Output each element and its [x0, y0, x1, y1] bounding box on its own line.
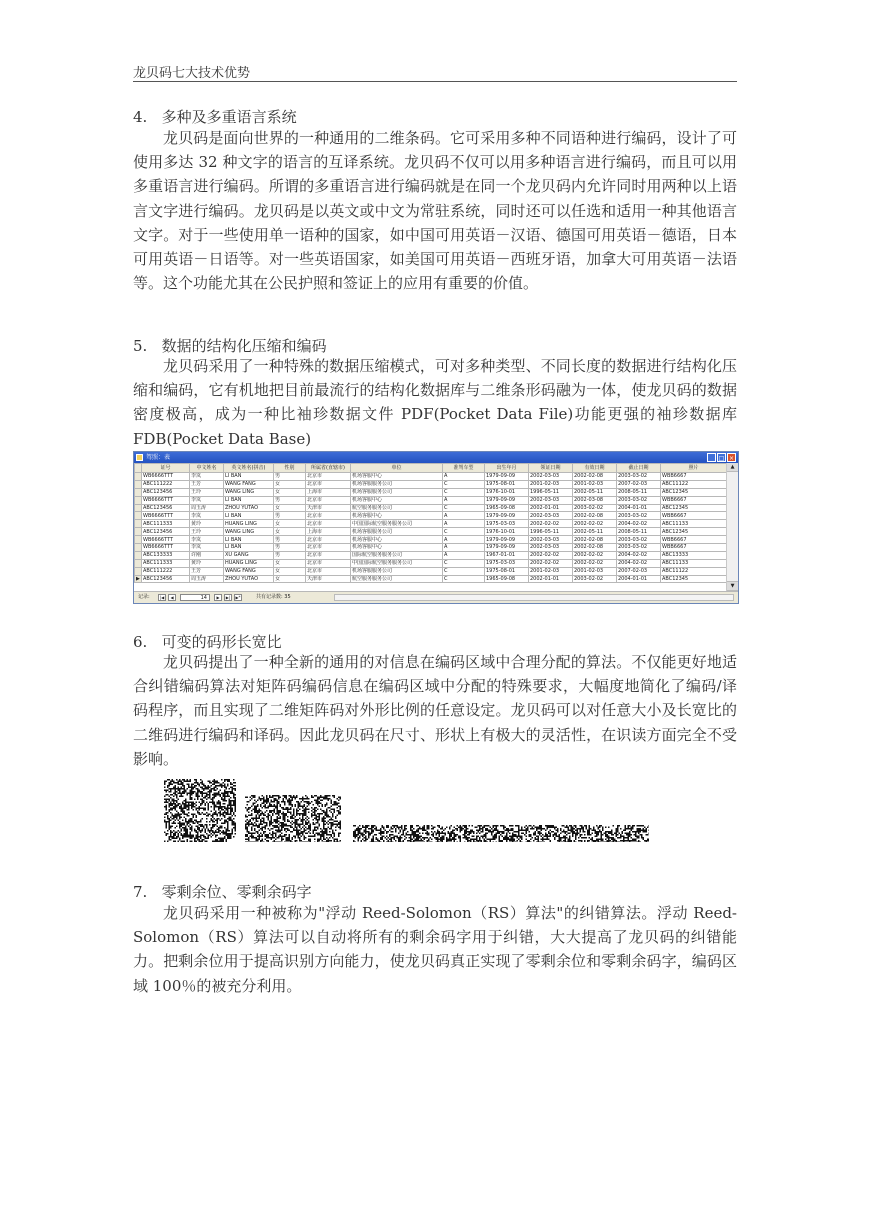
table-cell[interactable]: ABC11133: [661, 520, 727, 528]
table-cell[interactable]: ABC111222: [142, 567, 190, 575]
table-cell[interactable]: 2002-02-02: [573, 551, 617, 559]
vertical-scrollbar[interactable]: [726, 463, 738, 591]
table-cell[interactable]: 王芳: [190, 480, 224, 488]
table-cell[interactable]: WB6666TTT: [142, 512, 190, 520]
table-cell[interactable]: 1976-10-01: [485, 528, 529, 536]
table-cell[interactable]: 李岚: [190, 536, 224, 544]
table-cell[interactable]: ABC123456: [142, 488, 190, 496]
table-cell[interactable]: 女: [274, 559, 306, 567]
table-cell[interactable]: ABC12345: [661, 488, 727, 496]
section-6-body: 龙贝码提出了一种全新的通用的对信息在编码区域中合理分配的算法。不仅能更好地适合纠错编码算法对矩阵码编码信息在编码区域中分配的特殊要求，大幅度地简化了编码/译码程序，而且实现了二维矩阵码对外形比例的任意设定。龙贝码可以对任意大小及长宽比的二维码进行编码和译码。因此龙贝码在尺寸、形状上有极大的灵活性，在识读方面完全不受影响。: [133, 653, 737, 768]
table-cell[interactable]: 2002-02-08: [573, 473, 617, 481]
table-cell[interactable]: C: [443, 575, 485, 583]
column-header[interactable]: 英文姓名(拼音): [224, 464, 274, 473]
code-modules: [164, 779, 236, 842]
horizontal-scrollbar[interactable]: [334, 594, 734, 601]
table-row[interactable]: [135, 480, 727, 488]
scroll-up-icon[interactable]: ▲: [727, 463, 738, 472]
table-cell[interactable]: ZHOU YUTAO: [224, 504, 274, 512]
lotus-code-wide-sample: [245, 795, 341, 842]
page-header: 龙贝码七大技术优势: [133, 66, 251, 81]
table-cell[interactable]: 2002-03-03: [529, 473, 573, 481]
table-cell[interactable]: WB6666TTT: [142, 536, 190, 544]
table-cell[interactable]: A: [443, 473, 485, 481]
table-cell[interactable]: C: [443, 504, 485, 512]
table-cell[interactable]: 2002-03-03: [529, 496, 573, 504]
table-cell[interactable]: 天津市: [306, 575, 351, 583]
table-cell[interactable]: ABC12345: [661, 528, 727, 536]
table-cell[interactable]: 2002-02-02: [529, 559, 573, 567]
table-cell[interactable]: LI BAN: [224, 496, 274, 504]
table-cell[interactable]: HUANG LING: [224, 559, 274, 567]
table-cell[interactable]: 2002-01-01: [529, 504, 573, 512]
table-cell[interactable]: ABC123456: [142, 528, 190, 536]
table-cell[interactable]: 机场客服中心: [351, 512, 443, 520]
table-cell[interactable]: LI BAN: [224, 544, 274, 552]
row-selector[interactable]: [135, 544, 142, 552]
row-selector[interactable]: [135, 567, 142, 575]
table-cell[interactable]: 2001-02-03: [573, 567, 617, 575]
table-cell[interactable]: 机场客服服务公司: [351, 528, 443, 536]
table-cell[interactable]: 女: [274, 528, 306, 536]
table-cell[interactable]: 北京市: [306, 559, 351, 567]
table-cell[interactable]: 航空服务服务公司: [351, 504, 443, 512]
table-cell[interactable]: 2008-05-11: [617, 528, 661, 536]
table-cell[interactable]: A: [443, 536, 485, 544]
table-cell[interactable]: 王芳: [190, 567, 224, 575]
table-cell[interactable]: 1975-08-01: [485, 480, 529, 488]
table-cell[interactable]: 北京市: [306, 480, 351, 488]
table-cell[interactable]: C: [443, 567, 485, 575]
table-row[interactable]: [135, 496, 727, 504]
row-selector[interactable]: [135, 536, 142, 544]
table-cell[interactable]: 北京市: [306, 520, 351, 528]
table-cell[interactable]: WANG FANG: [224, 567, 274, 575]
column-header[interactable]: 有效日期: [573, 464, 617, 473]
table-cell[interactable]: 北京市: [306, 473, 351, 481]
table-cell[interactable]: WB6666TTT: [142, 544, 190, 552]
table-cell[interactable]: 男: [274, 496, 306, 504]
record-navigator: [134, 591, 738, 603]
table-cell[interactable]: 2004-02-02: [617, 559, 661, 567]
section-4-title: 4. 多种及多重语言系统: [133, 108, 297, 126]
table-cell[interactable]: 1979-09-09: [485, 544, 529, 552]
table-cell[interactable]: 女: [274, 567, 306, 575]
table-cell[interactable]: C: [443, 480, 485, 488]
table-cell[interactable]: 上海市: [306, 488, 351, 496]
table-cell[interactable]: 机场客服中心: [351, 496, 443, 504]
table-cell[interactable]: ABC12345: [661, 504, 727, 512]
table-cell[interactable]: 黄玲: [190, 520, 224, 528]
table-cell[interactable]: ABC11122: [661, 567, 727, 575]
table-cell[interactable]: 1975-03-03: [485, 520, 529, 528]
table-cell[interactable]: 2003-02-02: [573, 575, 617, 583]
table-cell[interactable]: C: [443, 528, 485, 536]
row-selector[interactable]: [135, 504, 142, 512]
database-table-window: [133, 451, 739, 604]
table-row[interactable]: [135, 551, 727, 559]
table-cell[interactable]: 2002-02-02: [573, 520, 617, 528]
column-header[interactable]: 领证日期: [529, 464, 573, 473]
table-cell[interactable]: WBB6667: [661, 512, 727, 520]
section-5-title: 5. 数据的结构化压缩和编码: [133, 337, 327, 355]
table-cell[interactable]: 李岚: [190, 473, 224, 481]
table-cell[interactable]: 北京市: [306, 512, 351, 520]
table-cell[interactable]: 北京市: [306, 567, 351, 575]
table-cell[interactable]: LI BAN: [224, 473, 274, 481]
table-cell[interactable]: 女: [274, 488, 306, 496]
table-cell[interactable]: 2002-05-11: [573, 488, 617, 496]
table-cell[interactable]: 1979-09-09: [485, 473, 529, 481]
table-cell[interactable]: 2002-02-08: [573, 512, 617, 520]
table-cell[interactable]: 黄玲: [190, 559, 224, 567]
column-header[interactable]: 截止日期: [617, 464, 661, 473]
table-cell[interactable]: 王玲: [190, 528, 224, 536]
table-cell[interactable]: ABC11133: [661, 559, 727, 567]
table-cell[interactable]: 李岚: [190, 512, 224, 520]
close-icon[interactable]: ×: [728, 455, 735, 462]
table-cell[interactable]: 女: [274, 575, 306, 583]
table-cell[interactable]: 李岚: [190, 544, 224, 552]
column-header[interactable]: 证号: [142, 464, 190, 473]
section-6-title: 6. 可变的码形长宽比: [133, 633, 282, 651]
record-total: 共有记录数: 35: [256, 594, 291, 600]
table-cell[interactable]: 2002-03-03: [529, 544, 573, 552]
table-cell[interactable]: 1979-09-09: [485, 536, 529, 544]
table-cell[interactable]: WB6666TTT: [142, 496, 190, 504]
table-cell[interactable]: 女: [274, 520, 306, 528]
last-record-icon[interactable]: ▶|: [225, 595, 231, 600]
section-5-body: 龙贝码采用了一种特殊的数据压缩模式，可对多种类型、不同长度的数据进行结构化压缩和编码，它有机地把目前最流行的结构化数据库与二维条形码融为一体，使龙贝码的数据密度极高，成为一种比袖珍数据文件 PDF(Pocket Data File)功能更强的袖珍数据库 FDB(Pocket Data Base): [133, 357, 737, 448]
table-cell[interactable]: 1975-03-03: [485, 559, 529, 567]
table-row[interactable]: [135, 536, 727, 544]
window-title: 驾照：表: [146, 454, 171, 461]
prev-record-icon[interactable]: ◀: [168, 594, 176, 601]
table-cell[interactable]: 机场客服服务公司: [351, 488, 443, 496]
table-cell[interactable]: 男: [274, 536, 306, 544]
table-cell[interactable]: 周玉涛: [190, 575, 224, 583]
table-cell[interactable]: 2004-02-02: [617, 520, 661, 528]
table-cell[interactable]: 1965-09-08: [485, 575, 529, 583]
table-cell[interactable]: 1965-09-08: [485, 504, 529, 512]
table-cell[interactable]: A: [443, 496, 485, 504]
row-selector[interactable]: [135, 496, 142, 504]
column-header[interactable]: 所属省(直辖市): [306, 464, 351, 473]
table-cell[interactable]: 1996-05-11: [529, 488, 573, 496]
table-cell[interactable]: 航空服务服务公司: [351, 575, 443, 583]
table-cell[interactable]: 女: [274, 504, 306, 512]
table-cell[interactable]: WBB6667: [661, 536, 727, 544]
table-cell[interactable]: 许刚: [190, 551, 224, 559]
table-cell[interactable]: 王玲: [190, 488, 224, 496]
row-selector[interactable]: [135, 559, 142, 567]
row-selector[interactable]: [135, 512, 142, 520]
table-cell[interactable]: 2002-03-03: [529, 536, 573, 544]
row-selector[interactable]: [135, 520, 142, 528]
table-cell[interactable]: 机场客服中心: [351, 544, 443, 552]
table-cell[interactable]: 2007-02-03: [617, 567, 661, 575]
table-row[interactable]: [135, 488, 727, 496]
table-cell[interactable]: ABC11122: [661, 480, 727, 488]
records-table: [134, 463, 726, 583]
table-cell[interactable]: 中国国际航空服务服务公司: [351, 520, 443, 528]
code-modules: [353, 825, 649, 842]
table-cell[interactable]: 北京市: [306, 551, 351, 559]
table-row[interactable]: [135, 504, 727, 512]
table-cell[interactable]: 2001-02-03: [529, 567, 573, 575]
table-cell[interactable]: ABC13333: [661, 551, 727, 559]
column-header[interactable]: 单位: [351, 464, 443, 473]
table-cell[interactable]: 男: [274, 512, 306, 520]
table-cell[interactable]: ABC111333: [142, 520, 190, 528]
table-cell[interactable]: WANG LING: [224, 488, 274, 496]
table-icon: [136, 454, 143, 461]
row-selector[interactable]: [135, 551, 142, 559]
table-cell[interactable]: 2003-02-02: [573, 504, 617, 512]
section-7-body: 龙贝码采用一种被称为"浮动 Reed-Solomon（RS）算法"的纠错算法。浮动 Reed-Solomon（RS）算法可以自动将所有的剩余码字用于纠错，大大提高了龙贝码的纠错能力。把剩余位用于提高识别方向能力，使龙贝码真正实现了零剩余位和零剩余码字，编码区域 100％的被充分利用。: [133, 904, 737, 995]
table-cell[interactable]: LI BAN: [224, 536, 274, 544]
table-cell[interactable]: 男: [274, 551, 306, 559]
table-cell[interactable]: 2003-03-02: [617, 536, 661, 544]
table-cell[interactable]: 2003-03-02: [617, 544, 661, 552]
table-cell[interactable]: 2003-03-02: [617, 496, 661, 504]
current-record-field[interactable]: 14: [180, 594, 210, 601]
table-row[interactable]: [135, 473, 727, 481]
table-cell[interactable]: ABC111333: [142, 559, 190, 567]
table-cell[interactable]: 1976-10-01: [485, 488, 529, 496]
table-cell[interactable]: 2002-05-11: [573, 528, 617, 536]
table-cell[interactable]: WBB6667: [661, 496, 727, 504]
code-modules: [245, 795, 341, 842]
scroll-down-icon[interactable]: ▼: [727, 581, 738, 591]
section-7-title: 7. 零剩余位、零剩余码字: [133, 883, 312, 901]
table-cell[interactable]: 2002-01-01: [529, 575, 573, 583]
table-cell[interactable]: 2004-02-02: [617, 551, 661, 559]
table-cell[interactable]: WBB6667: [661, 544, 727, 552]
table-cell[interactable]: 2004-01-01: [617, 504, 661, 512]
table-cell[interactable]: ABC123456: [142, 504, 190, 512]
table-cell[interactable]: ABC12345: [661, 575, 727, 583]
table-cell[interactable]: 男: [274, 473, 306, 481]
table-cell[interactable]: XU GANG: [224, 551, 274, 559]
table-cell[interactable]: 机场客服服务公司: [351, 480, 443, 488]
row-selector[interactable]: [135, 488, 142, 496]
table-cell[interactable]: 机场客服服务公司: [351, 567, 443, 575]
row-selector[interactable]: [135, 528, 142, 536]
table-cell[interactable]: 2003-03-02: [617, 473, 661, 481]
maximize-icon[interactable]: □: [718, 455, 725, 462]
table-cell[interactable]: 2002-02-08: [573, 544, 617, 552]
row-selector[interactable]: [135, 480, 142, 488]
table-cell[interactable]: 2002-03-08: [573, 496, 617, 504]
table-cell[interactable]: 北京市: [306, 536, 351, 544]
table-cell[interactable]: WB6666TTT: [142, 473, 190, 481]
row-selector-header: [135, 464, 142, 473]
header-divider: [133, 81, 737, 82]
section-4-body: 龙贝码是面向世界的一种通用的二维条码。它可采用多种不同语种进行编码，设计了可使用多达 32 种文字的语言的互译系统。龙贝码不仅可以用多种语言进行编码，而且可以用多重语言进行编码。所谓的多重语言进行编码就是在同一个龙贝码内允许同时用两种以上语言文字进行编码。龙贝码是以英文或中文为常驻系统，同时还可以任选和适用一种其他语言文字。对于一些使用单一语种的国家，如中国可用英语－汉语、德国可用英语－德语，日本可用英语－日语等。对一些英语国家，如美国可用英语－西班牙语，加拿大可用英语－法语等。这个功能尤其在公民护照和签证上的应用有重要的价值。: [133, 129, 737, 293]
minimize-icon[interactable]: _: [707, 453, 716, 462]
table-cell[interactable]: 国际航空服务服务公司: [351, 551, 443, 559]
table-cell[interactable]: 2002-02-02: [529, 551, 573, 559]
lotus-code-square-sample: [164, 779, 236, 842]
table-cell[interactable]: 2007-02-03: [617, 480, 661, 488]
table-cell[interactable]: 周玉涛: [190, 504, 224, 512]
column-header[interactable]: 性别: [274, 464, 306, 473]
table-cell[interactable]: A: [443, 551, 485, 559]
table-row[interactable]: [135, 567, 727, 575]
table-cell[interactable]: WBB6667: [661, 473, 727, 481]
table-cell[interactable]: 上海市: [306, 528, 351, 536]
table-cell[interactable]: A: [443, 512, 485, 520]
table-row[interactable]: [135, 520, 727, 528]
table-cell[interactable]: 男: [274, 544, 306, 552]
table-cell[interactable]: ABC123456: [142, 575, 190, 583]
table-cell[interactable]: 2003-03-02: [617, 512, 661, 520]
window-title-bar: [134, 452, 738, 463]
table-cell[interactable]: 2008-05-11: [617, 488, 661, 496]
table-cell[interactable]: 2004-01-01: [617, 575, 661, 583]
table-row[interactable]: [135, 575, 727, 583]
row-selector[interactable]: ▶: [136, 576, 140, 583]
data-grid[interactable]: [134, 463, 726, 591]
table-cell[interactable]: WANG LING: [224, 528, 274, 536]
table-cell[interactable]: 2001-02-03: [529, 480, 573, 488]
table-row[interactable]: [135, 559, 727, 567]
first-record-icon[interactable]: |◀: [159, 595, 165, 600]
table-cell[interactable]: LI BAN: [224, 512, 274, 520]
table-row[interactable]: [135, 544, 727, 552]
table-cell[interactable]: 1967-01-01: [485, 551, 529, 559]
column-header[interactable]: 照片: [661, 464, 727, 473]
table-cell[interactable]: ZHOU YUTAO: [224, 575, 274, 583]
table-cell[interactable]: 北京市: [306, 496, 351, 504]
column-header[interactable]: 出生年月: [485, 464, 529, 473]
column-header[interactable]: 准驾车型: [443, 464, 485, 473]
table-row[interactable]: [135, 528, 727, 536]
table-cell[interactable]: A: [443, 544, 485, 552]
table-cell[interactable]: 1996-05-11: [529, 528, 573, 536]
table-cell[interactable]: C: [443, 488, 485, 496]
column-header[interactable]: 中文姓名: [190, 464, 224, 473]
row-selector[interactable]: [135, 473, 142, 481]
table-cell[interactable]: 2002-02-02: [529, 520, 573, 528]
table-cell[interactable]: 2002-02-08: [573, 536, 617, 544]
table-cell[interactable]: 中国国际航空服务服务公司: [351, 559, 443, 567]
record-label: 记录:: [138, 594, 150, 600]
table-cell[interactable]: 1979-09-09: [485, 496, 529, 504]
table-row[interactable]: [135, 512, 727, 520]
table-cell[interactable]: 2002-02-02: [573, 559, 617, 567]
next-record-icon[interactable]: ▶: [214, 594, 222, 601]
table-cell[interactable]: WANG FANG: [224, 480, 274, 488]
table-cell[interactable]: HUANG LING: [224, 520, 274, 528]
table-cell[interactable]: 机场客服中心: [351, 536, 443, 544]
table-cell[interactable]: A: [443, 520, 485, 528]
table-cell[interactable]: C: [443, 559, 485, 567]
table-cell[interactable]: 北京市: [306, 544, 351, 552]
lotus-code-long-sample: [353, 825, 649, 842]
table-cell[interactable]: 天津市: [306, 504, 351, 512]
table-cell[interactable]: 李岚: [190, 496, 224, 504]
table-cell[interactable]: ABC111222: [142, 480, 190, 488]
table-cell[interactable]: 2002-03-03: [529, 512, 573, 520]
table-cell[interactable]: 1975-08-01: [485, 567, 529, 575]
table-cell[interactable]: 机场客服中心: [351, 473, 443, 481]
table-cell[interactable]: 女: [274, 480, 306, 488]
table-cell[interactable]: ABC133333: [142, 551, 190, 559]
new-record-icon[interactable]: ▶*: [235, 595, 241, 600]
table-cell[interactable]: 1979-09-09: [485, 512, 529, 520]
table-cell[interactable]: 2001-02-03: [573, 480, 617, 488]
